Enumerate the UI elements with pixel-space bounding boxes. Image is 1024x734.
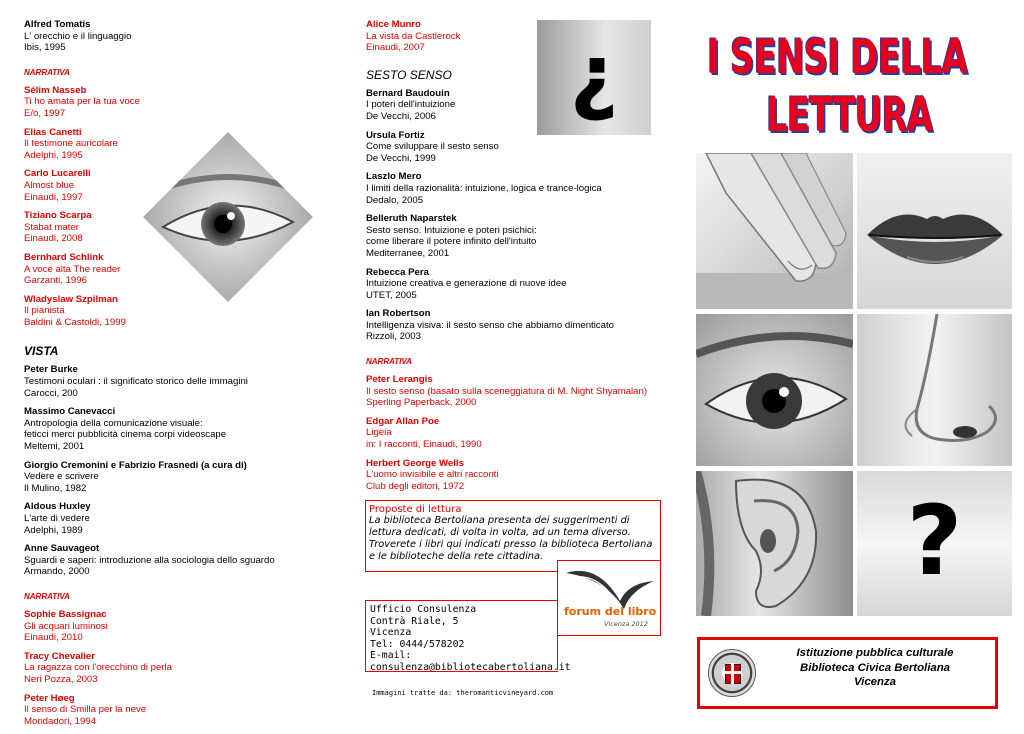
book-entry (24, 127, 324, 162)
book-entry (24, 364, 324, 399)
book-title: Il senso di Smilla per la neve (24, 704, 147, 716)
book-author: Herbert George Wells (366, 457, 464, 469)
sesto-senso-heading: SESTO SENSO (366, 67, 452, 82)
book-entry (366, 374, 666, 409)
book-publisher: Adelphi, 1989 (24, 524, 83, 536)
book-author: Wladyslaw Szpilman (24, 293, 118, 305)
main-title-line-2: LETTURA (766, 88, 933, 143)
book-publisher: De Vecchi, 2006 (366, 110, 436, 122)
book-publisher: Club degli editori, 1972 (366, 480, 465, 492)
book-author: Edgar Allan Poe (366, 415, 440, 427)
institution-text (760, 646, 990, 690)
vista-heading: VISTA (24, 344, 59, 359)
book-entry (24, 501, 324, 536)
book-author: Elias Canetti (24, 126, 82, 138)
ufficio-phone: Tel: 0444/578202 (370, 638, 465, 650)
book-author: Sophie Bassignac (24, 608, 107, 620)
book-entry (366, 308, 666, 343)
book-entry (24, 294, 324, 329)
book-author: Alice Munro (366, 19, 421, 30)
book-author: Peter Høeg (24, 692, 75, 704)
book-publisher: Garzanti, 1996 (24, 275, 87, 287)
book-author: Ian Robertson (366, 308, 431, 320)
book-author: Sélim Nasseb (24, 84, 87, 96)
book-title: Sesto senso. Intuizione e poteri psichici: (366, 224, 537, 236)
bertoliana-seal-icon (708, 649, 756, 697)
book-entry (24, 460, 324, 495)
ufficio-box (365, 600, 571, 673)
lips-image (857, 153, 1012, 309)
book-title: Intuizione creativa e generazione di nuove idee (366, 278, 567, 290)
ufficio-text (370, 604, 571, 673)
eye-image (696, 314, 853, 466)
narrativa-list-3 (366, 374, 666, 492)
book-publisher: Mediterranee, 2001 (366, 247, 450, 259)
narrativa-list-2 (24, 609, 324, 727)
proposte-line: La biblioteca Bertoliana presenta dei suggerimenti di (369, 515, 630, 526)
book-entry (24, 609, 324, 644)
book-author: Laszlo Mero (366, 171, 422, 183)
book-author: Ursula Fortiz (366, 129, 425, 141)
book-author: Carlo Lucarelli (24, 168, 91, 180)
book-publisher: Einaudi, 2010 (24, 632, 83, 644)
ufficio-box-right-edge (557, 634, 558, 670)
book-entry (24, 85, 324, 120)
book-title: Gli acquari luminosi (24, 620, 108, 632)
book-title: Il pianista (24, 305, 65, 317)
book-title: Testimoni oculari : il significato storico delle immagini (24, 376, 248, 388)
inverted-question-mark: ¿ (569, 26, 619, 124)
book-publisher: Armando, 2000 (24, 566, 90, 578)
book-entry (366, 458, 666, 493)
book-title: La ragazza con l'orecchino di perla (24, 662, 172, 674)
book-author: Belleruth Naparstek (366, 213, 457, 225)
proposte-text (369, 515, 660, 563)
book-title: I poteri dell'intuizione (366, 99, 456, 111)
ufficio-city: Vicenza (370, 627, 412, 638)
book-entry (24, 19, 324, 54)
question-mark-image (857, 471, 1012, 616)
book-publisher: E/o, 1997 (24, 107, 66, 119)
book-publisher: Dedalo, 2005 (366, 194, 424, 206)
inverted-question-image (537, 20, 651, 135)
book-title: Il sesto senso (basato sulla sceneggiatura di M. Night Shyamalan) (366, 385, 648, 397)
main-title-line-1: I SENSI DELLA (707, 30, 968, 85)
book-entry (24, 406, 324, 452)
institution-name: Biblioteca Civica Bertoliana (799, 661, 951, 674)
book-publisher: Sperling Paperback, 2000 (366, 397, 477, 409)
book-publisher: UTET, 2005 (366, 289, 417, 301)
image-credit: Immagini tratte da: theromanticvineyard.com (372, 689, 554, 697)
book-publisher: Baldini & Castoldi, 1999 (24, 316, 126, 328)
proposte-line: Troverete i libri qui indicati presso la biblioteca Bertoliana (369, 539, 653, 550)
book-author: Giorgio Cremonini e Fabrizio Frasnedi (a cura di) (24, 459, 247, 471)
book-author: Tiziano Scarpa (24, 210, 92, 222)
proposte-line: lettura dedicati, di volta in volta, ad un tema diverso. (369, 527, 631, 538)
forum-logo-subtext: Vicenza 2012 (604, 620, 648, 628)
book-title: L'uomo invisibile e altri racconti (366, 469, 499, 481)
book-publisher: Mondadori, 1994 (24, 715, 97, 727)
institution-city: Vicenza (854, 676, 896, 688)
nose-image (857, 314, 1012, 466)
book-author: Anne Sauvageot (24, 543, 100, 555)
book-publisher: Einaudi, 1997 (24, 191, 83, 203)
book-entry (366, 171, 666, 206)
book-title: Almost blue (24, 179, 75, 191)
forum-del-libro-logo (557, 560, 661, 636)
book-publisher: Adelphi, 1995 (24, 149, 83, 161)
book-title: Stabat mater (24, 221, 79, 233)
book-title: Il testimone auricolare (24, 138, 118, 150)
narrativa-heading-1: NARRATIVA (24, 67, 70, 77)
book-publisher: De Vecchi, 1999 (366, 152, 436, 164)
ufficio-address: Contrà Riale, 5 (370, 615, 459, 627)
book-subtitle: feticci merci pubblicità cinema corpi videoscape (24, 429, 227, 441)
book-entry (366, 267, 666, 302)
book-author: Alfred Tomatis (24, 19, 91, 30)
book-author: Bernard Baudouin (366, 87, 450, 99)
book-subtitle: come liberare il potere infinito dell'intuito (366, 236, 537, 248)
book-entry (24, 252, 324, 287)
proposte-heading: Proposte di lettura (369, 504, 462, 515)
book-title: Antropologia della comunicazione visuale: (24, 417, 203, 429)
forum-logo-text: forum del libro (564, 605, 657, 618)
fingers-image (696, 153, 853, 309)
ear-image (696, 471, 853, 616)
book-author: Rebecca Pera (366, 266, 429, 278)
institution-box (697, 637, 998, 709)
book-entry (366, 416, 666, 451)
narrativa-heading-3: NARRATIVA (366, 357, 412, 367)
book-author: Aldous Huxley (24, 501, 91, 513)
book-title: L' orecchio e il linguaggio (24, 30, 132, 42)
book-title: Sguardi e saperi: introduzione alla sociologia dello sguardo (24, 554, 275, 566)
book-entry (366, 213, 666, 259)
vista-list (24, 364, 324, 578)
book-entry (24, 543, 324, 578)
book-publisher: Ibis, 1995 (24, 42, 66, 54)
book-publisher: Il Mulino, 1982 (24, 482, 87, 494)
book-title: A voce alta The reader (24, 263, 121, 275)
narrativa-heading-2: NARRATIVA (24, 591, 70, 601)
book-publisher: Carocci, 200 (24, 387, 78, 399)
book-entry (24, 651, 324, 686)
book-publisher: Einaudi, 2007 (366, 42, 425, 54)
ufficio-email: E-mail: consulenza@bibliotecabertoliana.it (370, 650, 571, 673)
book-publisher: Meltemi, 2001 (24, 441, 85, 453)
book-publisher: Rizzoli, 2003 (366, 331, 421, 343)
book-title: Vedere e scrivere (24, 471, 99, 483)
book-publisher: Einaudi, 2008 (24, 233, 83, 245)
book-title: Ligeia (366, 427, 392, 439)
book-publisher: in: I racconti, Einaudi, 1990 (366, 439, 482, 451)
proposte-line: e le biblioteche della rete cittadina. (369, 551, 544, 562)
book-publisher: Neri Pozza, 2003 (24, 673, 98, 685)
book-author: Bernhard Schlink (24, 251, 104, 263)
question-mark: ? (906, 485, 963, 597)
column-1 (24, 19, 324, 734)
book-author: Peter Lerangis (366, 374, 433, 386)
book-title: La vista da Castlerock (366, 30, 461, 42)
book-title: Come sviluppare il sesto senso (366, 141, 499, 153)
book-title: I limiti della razionalità: intuizione, logica e trance-logica (366, 182, 602, 194)
book-title: L'arte di vedere (24, 513, 90, 524)
book-author: Peter Burke (24, 364, 78, 376)
book-entry (24, 693, 324, 728)
book-author: Tracy Chevalier (24, 650, 95, 662)
book-title: Intelligenza visiva: il sesto senso che abbiamo dimenticato (366, 319, 614, 331)
ufficio-name: Ufficio Consulenza (370, 604, 477, 615)
book-author: Massimo Canevacci (24, 406, 116, 418)
institution-type: Istituzione pubblica culturale (796, 647, 954, 659)
book-title: Ti ho amata per la tua voce (24, 96, 140, 108)
